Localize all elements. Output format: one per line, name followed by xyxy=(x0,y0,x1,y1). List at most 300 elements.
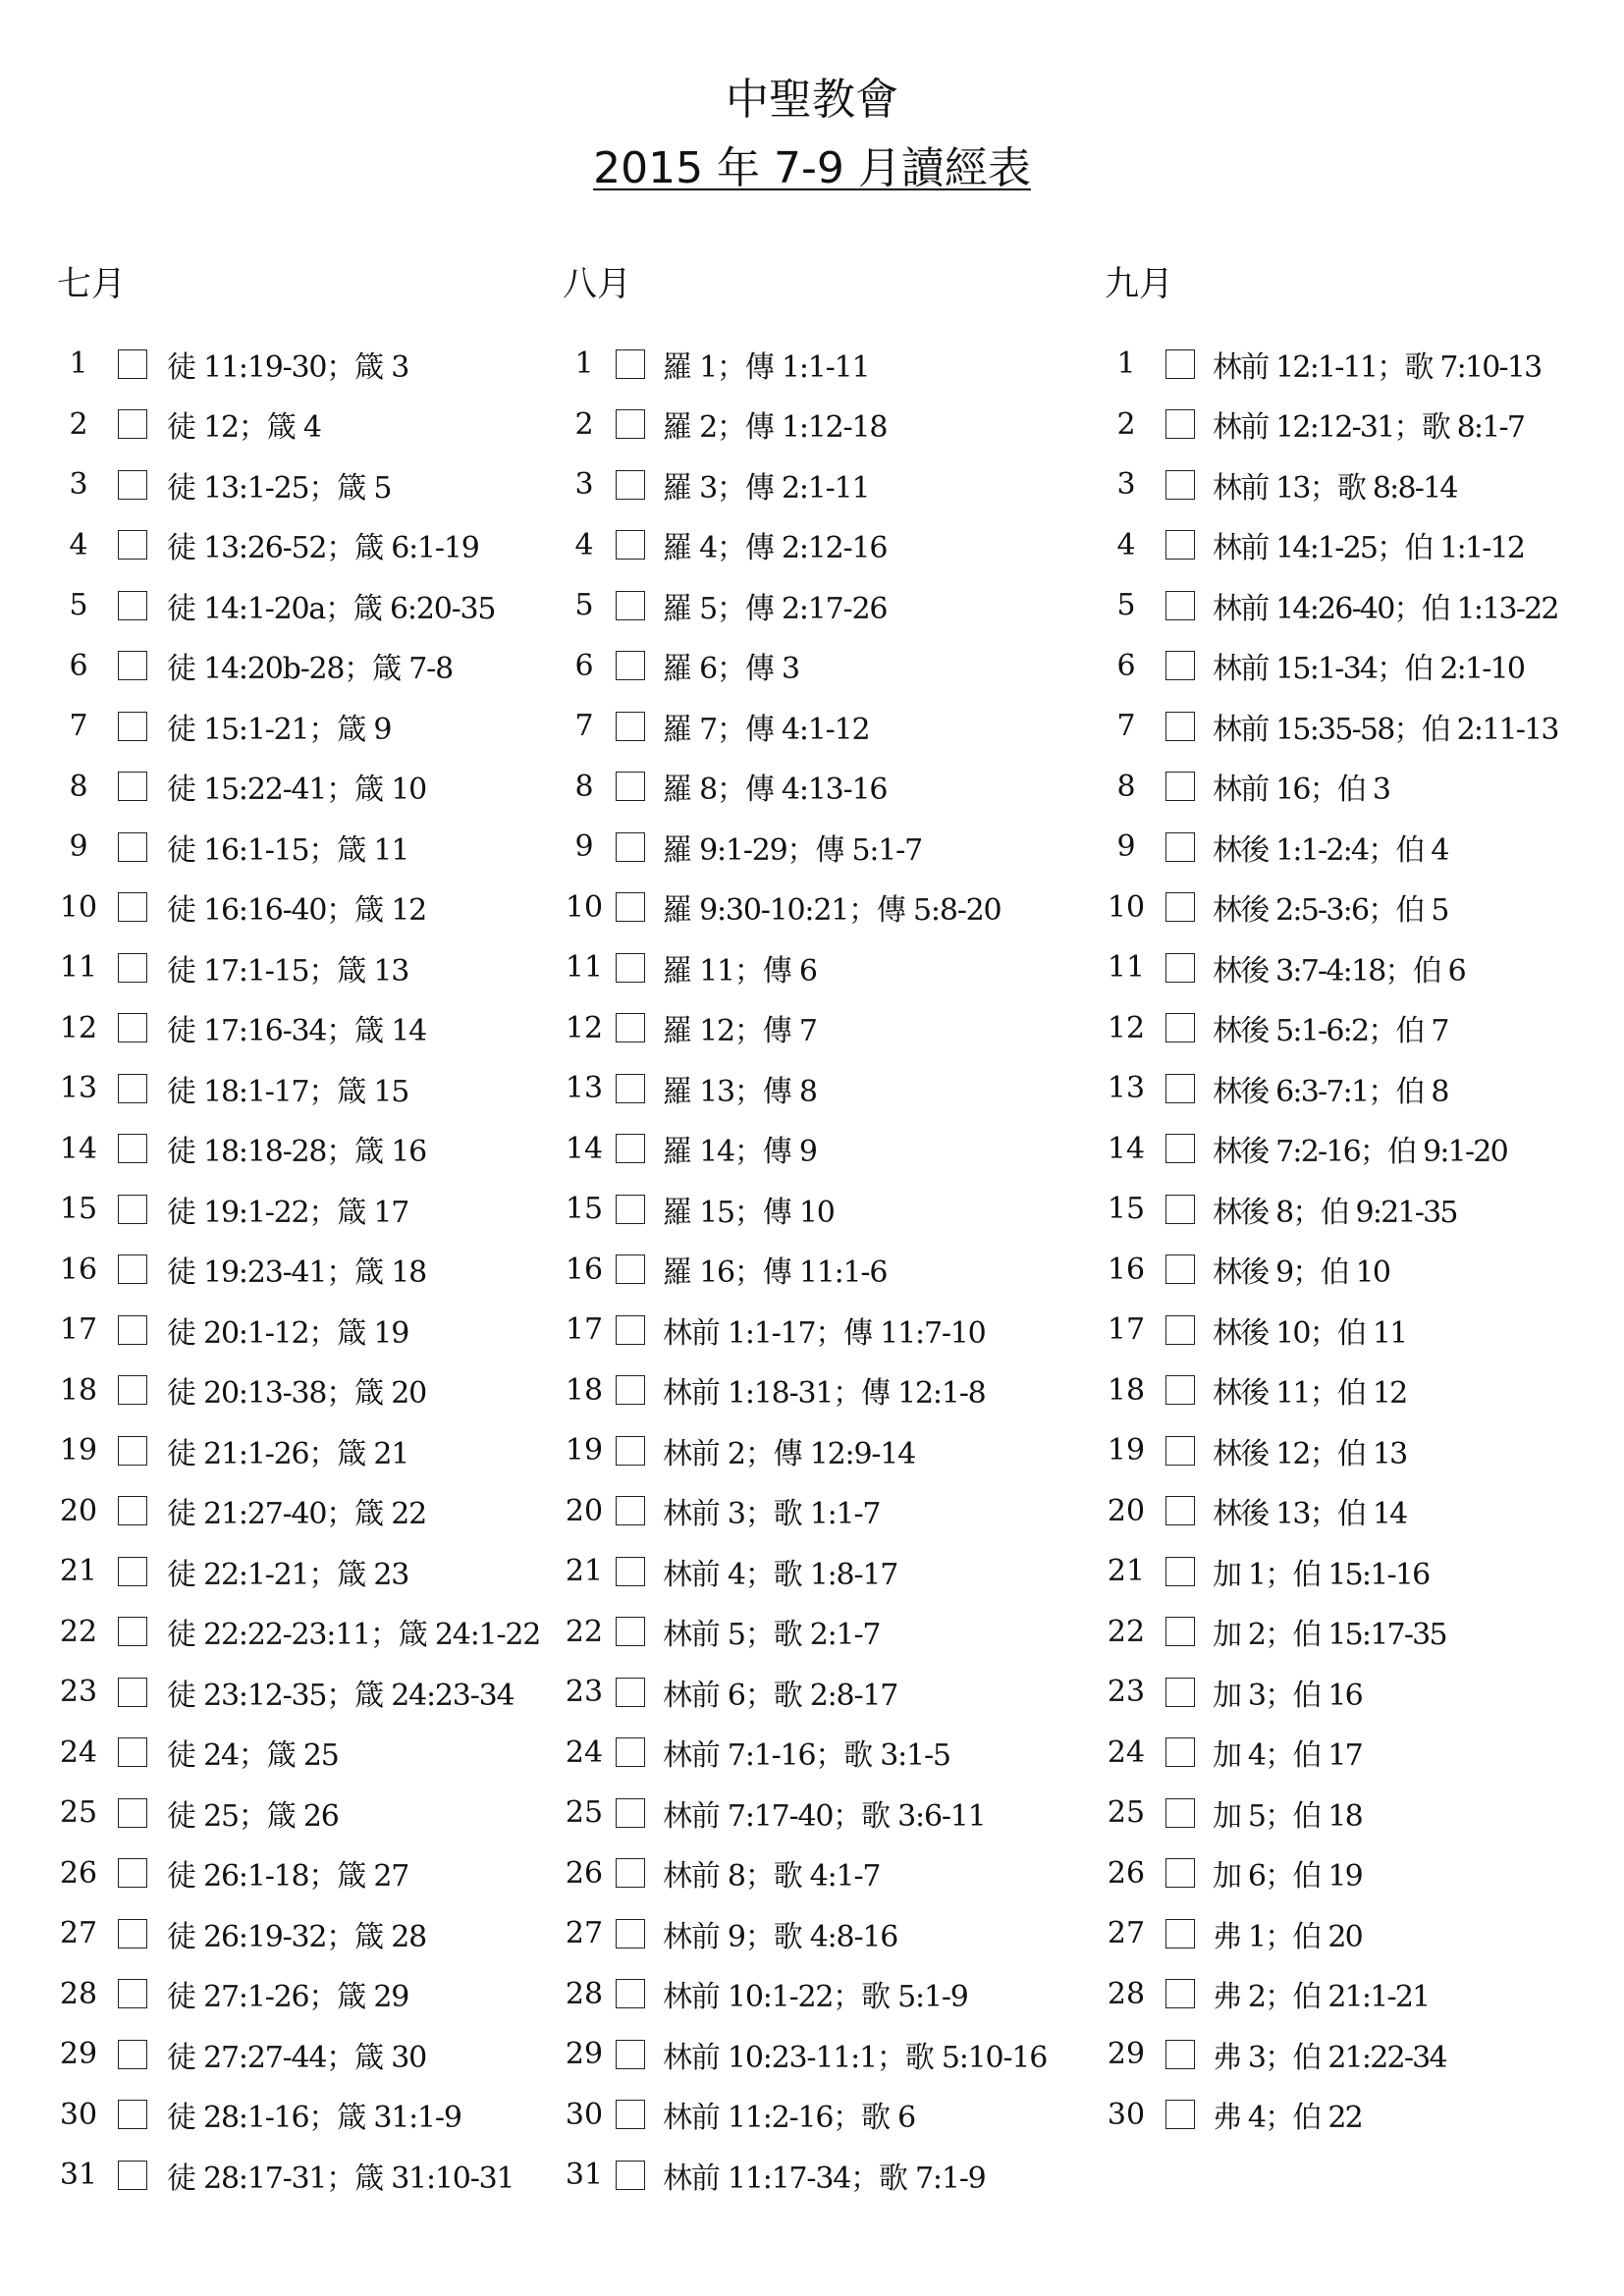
day-number: 30 xyxy=(59,2097,98,2132)
scripture-reading: 林後 12；伯 13 xyxy=(1213,1436,1407,1471)
reading-row xyxy=(563,1843,1098,1904)
reading-row xyxy=(57,937,553,998)
scripture-reading: 羅 7；傳 4:1-12 xyxy=(663,712,870,747)
checkbox[interactable] xyxy=(1165,591,1195,620)
checkbox[interactable] xyxy=(118,1436,147,1466)
day-number: 15 xyxy=(59,1192,98,1227)
scripture-reading: 林後 11；伯 12 xyxy=(1213,1376,1407,1412)
checkbox[interactable] xyxy=(118,892,147,922)
checkbox[interactable] xyxy=(1165,1798,1195,1828)
day-number: 23 xyxy=(1107,1675,1146,1710)
reading-row xyxy=(57,1903,553,1964)
reading-row xyxy=(1105,515,1615,576)
day-number: 26 xyxy=(1107,1855,1146,1891)
scripture-reading: 林前 7:17-40；歌 3:6-11 xyxy=(663,1798,986,1834)
day-number: 24 xyxy=(565,1735,604,1770)
reading-row xyxy=(57,515,553,576)
checkbox[interactable] xyxy=(1165,712,1195,741)
checkbox[interactable] xyxy=(118,1979,147,2008)
checkbox[interactable] xyxy=(616,2161,645,2190)
day-number: 22 xyxy=(1107,1614,1146,1649)
checkbox[interactable] xyxy=(1165,409,1195,439)
scripture-reading: 林前 7:1-16；歌 3:1-5 xyxy=(663,1738,950,1774)
scripture-reading: 林前 3；歌 1:1-7 xyxy=(663,1497,881,1532)
checkbox[interactable] xyxy=(1165,530,1195,560)
scripture-reading: 徒 13:26-52；箴 6:1-19 xyxy=(167,531,479,566)
checkbox[interactable] xyxy=(1165,1496,1195,1525)
scripture-reading: 羅 9:30-10:21；傳 5:8-20 xyxy=(663,893,1001,929)
reading-row xyxy=(57,817,553,878)
checkbox[interactable] xyxy=(118,470,147,500)
reading-list xyxy=(563,334,1098,2206)
checkbox[interactable] xyxy=(1165,1979,1195,2008)
reading-row xyxy=(57,575,553,636)
scripture-reading: 羅 3；傳 2:1-11 xyxy=(663,470,870,506)
checkbox[interactable] xyxy=(1165,1557,1195,1586)
scripture-reading: 徒 18:18-28；箴 16 xyxy=(167,1135,427,1170)
scripture-reading: 羅 14；傳 9 xyxy=(663,1135,817,1170)
day-number: 23 xyxy=(565,1675,604,1710)
scripture-reading: 林前 13；歌 8:8-14 xyxy=(1213,470,1457,506)
day-number: 28 xyxy=(59,1976,98,2011)
scripture-reading: 羅 5；傳 2:17-26 xyxy=(663,591,888,626)
day-number: 11 xyxy=(1107,950,1146,986)
checkbox[interactable] xyxy=(118,712,147,741)
day-number: 3 xyxy=(574,467,594,503)
reading-row xyxy=(563,334,1098,395)
day-number: 4 xyxy=(69,527,88,562)
scripture-reading: 弗 3；伯 21:22-34 xyxy=(1213,2040,1446,2075)
checkbox[interactable] xyxy=(118,1134,147,1163)
checkbox[interactable] xyxy=(616,1919,645,1949)
checkbox[interactable] xyxy=(118,1195,147,1224)
day-number: 29 xyxy=(565,2037,604,2072)
checkbox[interactable] xyxy=(616,953,645,983)
day-number: 3 xyxy=(1116,467,1136,503)
scripture-reading: 徒 20:1-12；箴 19 xyxy=(167,1315,409,1351)
scripture-reading: 徒 27:1-26；箴 29 xyxy=(167,1980,409,2015)
day-number: 20 xyxy=(565,1493,604,1528)
checkbox[interactable] xyxy=(1165,1315,1195,1345)
day-number: 14 xyxy=(1107,1131,1146,1166)
day-number: 8 xyxy=(69,769,88,804)
reading-row xyxy=(57,878,553,938)
day-number: 22 xyxy=(59,1614,98,1649)
checkbox[interactable] xyxy=(1165,349,1195,379)
day-number: 4 xyxy=(574,527,594,562)
scripture-reading: 徒 23:12-35；箴 24:23-34 xyxy=(167,1678,514,1713)
reading-row xyxy=(57,1662,553,1723)
reading-row xyxy=(57,636,553,697)
scripture-reading: 林前 14:26-40；伯 1:13-22 xyxy=(1213,591,1558,626)
checkbox[interactable] xyxy=(118,1013,147,1042)
scripture-reading: 林後 2:5-3:6；伯 5 xyxy=(1213,893,1448,929)
reading-row xyxy=(563,575,1098,636)
reading-row xyxy=(57,1783,553,1843)
reading-row xyxy=(57,1361,553,1421)
month-column-september xyxy=(1105,260,1615,2145)
checkbox[interactable] xyxy=(616,591,645,620)
reading-row xyxy=(1105,817,1615,878)
checkbox[interactable] xyxy=(118,772,147,801)
month-column-august xyxy=(563,260,1098,2206)
reading-row xyxy=(1105,937,1615,998)
reading-row xyxy=(1105,1843,1615,1904)
checkbox[interactable] xyxy=(118,1617,147,1646)
day-number: 8 xyxy=(574,769,594,804)
checkbox[interactable] xyxy=(616,1255,645,1284)
checkbox[interactable] xyxy=(1165,1074,1195,1103)
checkbox[interactable] xyxy=(616,1737,645,1767)
reading-row xyxy=(57,1119,553,1180)
checkbox[interactable] xyxy=(118,2040,147,2069)
reading-row xyxy=(57,1300,553,1361)
day-number: 7 xyxy=(574,709,594,744)
reading-row xyxy=(57,1541,553,1602)
reading-row xyxy=(563,696,1098,757)
scripture-reading: 徒 18:1-17；箴 15 xyxy=(167,1074,409,1109)
day-number: 28 xyxy=(1107,1976,1146,2011)
checkbox[interactable] xyxy=(616,1134,645,1163)
checkbox[interactable] xyxy=(1165,1678,1195,1707)
checkbox[interactable] xyxy=(1165,2040,1195,2069)
day-number: 24 xyxy=(59,1735,98,1770)
checkbox[interactable] xyxy=(616,349,645,379)
reading-row xyxy=(1105,1903,1615,1964)
checkbox[interactable] xyxy=(118,832,147,862)
reading-row xyxy=(1105,1964,1615,2025)
scripture-reading: 徒 11:19-30；箴 3 xyxy=(167,349,409,385)
day-number: 10 xyxy=(565,889,604,925)
reading-row xyxy=(563,454,1098,515)
day-number: 5 xyxy=(1116,588,1136,623)
checkbox[interactable] xyxy=(616,1557,645,1586)
scripture-reading: 徒 20:13-38；箴 20 xyxy=(167,1376,427,1412)
checkbox[interactable] xyxy=(616,2040,645,2069)
scripture-reading: 羅 15；傳 10 xyxy=(663,1195,835,1230)
checkbox[interactable] xyxy=(616,470,645,500)
checkbox[interactable] xyxy=(118,2161,147,2190)
scripture-reading: 林前 6；歌 2:8-17 xyxy=(663,1678,898,1713)
checkbox[interactable] xyxy=(616,1315,645,1345)
day-number: 24 xyxy=(1107,1735,1146,1770)
checkbox[interactable] xyxy=(616,409,645,439)
day-number: 21 xyxy=(565,1554,604,1589)
checkbox[interactable] xyxy=(616,1678,645,1707)
checkbox[interactable] xyxy=(616,1798,645,1828)
scripture-reading: 林後 6:3-7:1；伯 8 xyxy=(1213,1074,1448,1109)
month-heading: 七月 xyxy=(57,265,127,304)
checkbox[interactable] xyxy=(616,892,645,922)
day-number: 27 xyxy=(59,1916,98,1951)
checkbox[interactable] xyxy=(1165,892,1195,922)
day-number: 2 xyxy=(69,406,88,442)
scripture-reading: 徒 27:27-44；箴 30 xyxy=(167,2040,427,2075)
reading-row xyxy=(57,696,553,757)
scripture-reading: 羅 13；傳 8 xyxy=(663,1074,817,1109)
day-number: 18 xyxy=(1107,1372,1146,1408)
reading-row xyxy=(563,1240,1098,1301)
scripture-reading: 林前 16；伯 3 xyxy=(1213,773,1390,808)
day-number: 2 xyxy=(1116,406,1136,442)
checkbox[interactable] xyxy=(1165,1617,1195,1646)
day-number: 2 xyxy=(574,406,594,442)
checkbox[interactable] xyxy=(118,1557,147,1586)
scripture-reading: 林前 8；歌 4:1-7 xyxy=(663,1859,881,1895)
day-number: 21 xyxy=(59,1554,98,1589)
checkbox[interactable] xyxy=(1165,953,1195,983)
scripture-reading: 徒 15:1-21；箴 9 xyxy=(167,712,392,747)
checkbox[interactable] xyxy=(1165,1737,1195,1767)
day-number: 15 xyxy=(1107,1192,1146,1227)
checkbox[interactable] xyxy=(118,349,147,379)
scripture-reading: 羅 9:1-29；傳 5:1-7 xyxy=(663,832,922,868)
reading-row xyxy=(1105,878,1615,938)
scripture-reading: 林前 15:1-34；伯 2:1-10 xyxy=(1213,652,1525,687)
checkbox[interactable] xyxy=(1165,1436,1195,1466)
checkbox[interactable] xyxy=(616,651,645,680)
checkbox[interactable] xyxy=(1165,772,1195,801)
reading-row xyxy=(57,1420,553,1481)
reading-row xyxy=(57,998,553,1059)
day-number: 16 xyxy=(59,1252,98,1287)
reading-row xyxy=(1105,1541,1615,1602)
day-number: 9 xyxy=(1116,829,1136,865)
checkbox[interactable] xyxy=(1165,470,1195,500)
reading-row xyxy=(1105,395,1615,455)
reading-row xyxy=(563,998,1098,1059)
scripture-reading: 加 6；伯 19 xyxy=(1213,1859,1362,1895)
day-number: 14 xyxy=(59,1131,98,1166)
scripture-reading: 羅 2；傳 1:12-18 xyxy=(663,410,888,446)
checkbox[interactable] xyxy=(616,1496,645,1525)
reading-row xyxy=(1105,1361,1615,1421)
scripture-reading: 徒 19:23-41；箴 18 xyxy=(167,1255,427,1291)
scripture-reading: 徒 17:1-15；箴 13 xyxy=(167,953,409,988)
day-number: 19 xyxy=(1107,1433,1146,1468)
checkbox[interactable] xyxy=(118,1074,147,1103)
day-number: 10 xyxy=(59,889,98,925)
reading-row xyxy=(57,1843,553,1904)
reading-row xyxy=(563,1964,1098,2025)
day-number: 12 xyxy=(1107,1010,1146,1045)
scripture-reading: 弗 4；伯 22 xyxy=(1213,2101,1362,2136)
checkbox[interactable] xyxy=(616,832,645,862)
day-number: 6 xyxy=(69,648,88,683)
reading-row xyxy=(1105,1723,1615,1784)
day-number: 16 xyxy=(1107,1252,1146,1287)
day-number: 7 xyxy=(69,709,88,744)
day-number: 26 xyxy=(59,1855,98,1891)
reading-row xyxy=(57,1481,553,1542)
reading-row xyxy=(563,2085,1098,2146)
day-number: 20 xyxy=(1107,1493,1146,1528)
checkbox[interactable] xyxy=(616,2100,645,2129)
checkbox[interactable] xyxy=(616,1979,645,2008)
scripture-reading: 林後 1:1-2:4；伯 4 xyxy=(1213,832,1448,868)
checkbox[interactable] xyxy=(616,772,645,801)
reading-row xyxy=(1105,1058,1615,1119)
reading-row xyxy=(57,1179,553,1240)
checkbox[interactable] xyxy=(616,1013,645,1042)
reading-row xyxy=(57,334,553,395)
month-column-july xyxy=(57,260,553,2206)
scripture-reading: 林後 7:2-16；伯 9:1-20 xyxy=(1213,1135,1507,1170)
day-number: 26 xyxy=(565,1855,604,1891)
scripture-reading: 羅 16；傳 11:1-6 xyxy=(663,1255,888,1291)
day-number: 11 xyxy=(59,950,98,986)
scripture-reading: 林後 3:7-4:18；伯 6 xyxy=(1213,953,1465,988)
day-number: 18 xyxy=(59,1372,98,1408)
scripture-reading: 林前 12:12-31；歌 8:1-7 xyxy=(1213,410,1525,446)
checkbox[interactable] xyxy=(118,2100,147,2129)
checkbox[interactable] xyxy=(118,1315,147,1345)
day-number: 9 xyxy=(574,829,594,865)
checkbox[interactable] xyxy=(118,953,147,983)
reading-row xyxy=(1105,998,1615,1059)
day-number: 30 xyxy=(1107,2097,1146,2132)
day-number: 1 xyxy=(1116,347,1136,382)
scripture-reading: 羅 11；傳 6 xyxy=(663,953,817,988)
checkbox[interactable] xyxy=(616,1858,645,1888)
scripture-reading: 徒 22:22-23:11；箴 24:1-22 xyxy=(167,1618,541,1653)
scripture-reading: 徒 28:1-16；箴 31:1-9 xyxy=(167,2101,461,2136)
scripture-reading: 林前 14:1-25；伯 1:1-12 xyxy=(1213,531,1525,566)
schedule-title-wrap xyxy=(0,143,1624,193)
scripture-reading: 徒 26:1-18；箴 27 xyxy=(167,1859,409,1895)
reading-row xyxy=(563,1783,1098,1843)
checkbox[interactable] xyxy=(118,1919,147,1949)
reading-row xyxy=(1105,1119,1615,1180)
scripture-reading: 加 1；伯 15:1-16 xyxy=(1213,1557,1430,1592)
scripture-reading: 林前 1:1-17；傳 11:7-10 xyxy=(663,1315,986,1351)
reading-row xyxy=(563,1300,1098,1361)
checkbox[interactable] xyxy=(1165,1195,1195,1224)
reading-row xyxy=(1105,575,1615,636)
scripture-reading: 林後 10；伯 11 xyxy=(1213,1315,1407,1351)
scripture-reading: 徒 16:1-15；箴 11 xyxy=(167,832,409,868)
reading-row xyxy=(563,515,1098,576)
checkbox[interactable] xyxy=(616,1375,645,1405)
month-heading: 八月 xyxy=(563,265,632,304)
checkbox[interactable] xyxy=(118,1737,147,1767)
checkbox[interactable] xyxy=(118,1678,147,1707)
checkbox[interactable] xyxy=(118,1496,147,1525)
reading-row xyxy=(57,1723,553,1784)
checkbox[interactable] xyxy=(1165,1858,1195,1888)
checkbox[interactable] xyxy=(616,1195,645,1224)
checkbox[interactable] xyxy=(1165,832,1195,862)
scripture-reading: 林前 1:18-31；傳 12:1-8 xyxy=(663,1376,986,1412)
day-number: 10 xyxy=(1107,889,1146,925)
checkbox[interactable] xyxy=(1165,1134,1195,1163)
checkbox[interactable] xyxy=(1165,2100,1195,2129)
checkbox[interactable] xyxy=(616,530,645,560)
reading-row xyxy=(563,1541,1098,1602)
scripture-reading: 弗 2；伯 21:1-21 xyxy=(1213,1980,1430,2015)
checkbox[interactable] xyxy=(1165,1255,1195,1284)
scripture-reading: 羅 4；傳 2:12-16 xyxy=(663,531,888,566)
reading-row xyxy=(563,1602,1098,1663)
checkbox[interactable] xyxy=(1165,1013,1195,1042)
day-number: 21 xyxy=(1107,1554,1146,1589)
day-number: 22 xyxy=(565,1614,604,1649)
checkbox[interactable] xyxy=(616,712,645,741)
reading-row xyxy=(1105,1300,1615,1361)
scripture-reading: 加 3；伯 16 xyxy=(1213,1678,1362,1713)
reading-row xyxy=(563,395,1098,455)
day-number: 18 xyxy=(565,1372,604,1408)
day-number: 25 xyxy=(59,1795,98,1831)
checkbox[interactable] xyxy=(118,1798,147,1828)
reading-row xyxy=(57,2145,553,2206)
checkbox[interactable] xyxy=(616,1074,645,1103)
reading-list xyxy=(57,334,553,2206)
reading-list xyxy=(1105,334,1615,2145)
reading-row xyxy=(57,1058,553,1119)
checkbox[interactable] xyxy=(1165,1919,1195,1949)
checkbox[interactable] xyxy=(1165,651,1195,680)
day-number: 6 xyxy=(1116,648,1136,683)
reading-row xyxy=(563,1903,1098,1964)
reading-row xyxy=(563,2024,1098,2085)
day-number: 7 xyxy=(1116,709,1136,744)
reading-row xyxy=(1105,1481,1615,1542)
scripture-reading: 徒 15:22-41；箴 10 xyxy=(167,773,427,808)
checkbox[interactable] xyxy=(118,651,147,680)
day-number: 9 xyxy=(69,829,88,865)
reading-row xyxy=(563,817,1098,878)
reading-row xyxy=(563,878,1098,938)
checkbox[interactable] xyxy=(118,591,147,620)
day-number: 31 xyxy=(59,2158,98,2193)
checkbox[interactable] xyxy=(616,1436,645,1466)
checkbox[interactable] xyxy=(1165,1375,1195,1405)
reading-row xyxy=(1105,2024,1615,2085)
day-number: 13 xyxy=(59,1071,98,1106)
reading-row xyxy=(1105,636,1615,697)
scripture-reading: 林前 10:1-22；歌 5:1-9 xyxy=(663,1980,968,2015)
scripture-reading: 羅 1；傳 1:1-11 xyxy=(663,349,870,385)
checkbox[interactable] xyxy=(616,1617,645,1646)
day-number: 5 xyxy=(574,588,594,623)
reading-row xyxy=(563,636,1098,697)
scripture-reading: 林後 9；伯 10 xyxy=(1213,1255,1390,1291)
day-number: 23 xyxy=(59,1675,98,1710)
reading-row xyxy=(1105,1662,1615,1723)
reading-row xyxy=(57,1964,553,2025)
checkbox[interactable] xyxy=(118,409,147,439)
day-number: 11 xyxy=(565,950,604,986)
scripture-reading: 徒 22:1-21；箴 23 xyxy=(167,1557,409,1592)
reading-row xyxy=(563,1723,1098,1784)
checkbox[interactable] xyxy=(118,1255,147,1284)
day-number: 29 xyxy=(1107,2037,1146,2072)
scripture-reading: 徒 26:19-32；箴 28 xyxy=(167,1919,427,1954)
scripture-reading: 林前 2；傳 12:9-14 xyxy=(663,1436,916,1471)
scripture-reading: 徒 14:20b-28；箴 7-8 xyxy=(167,652,453,687)
checkbox[interactable] xyxy=(118,1375,147,1405)
reading-row xyxy=(57,2024,553,2085)
day-number: 16 xyxy=(565,1252,604,1287)
reading-row xyxy=(57,757,553,818)
reading-row xyxy=(1105,454,1615,515)
scripture-reading: 林後 8；伯 9:21-35 xyxy=(1213,1195,1457,1230)
reading-row xyxy=(563,937,1098,998)
checkbox[interactable] xyxy=(118,530,147,560)
checkbox[interactable] xyxy=(118,1858,147,1888)
scripture-reading: 徒 28:17-31；箴 31:10-31 xyxy=(167,2161,514,2196)
